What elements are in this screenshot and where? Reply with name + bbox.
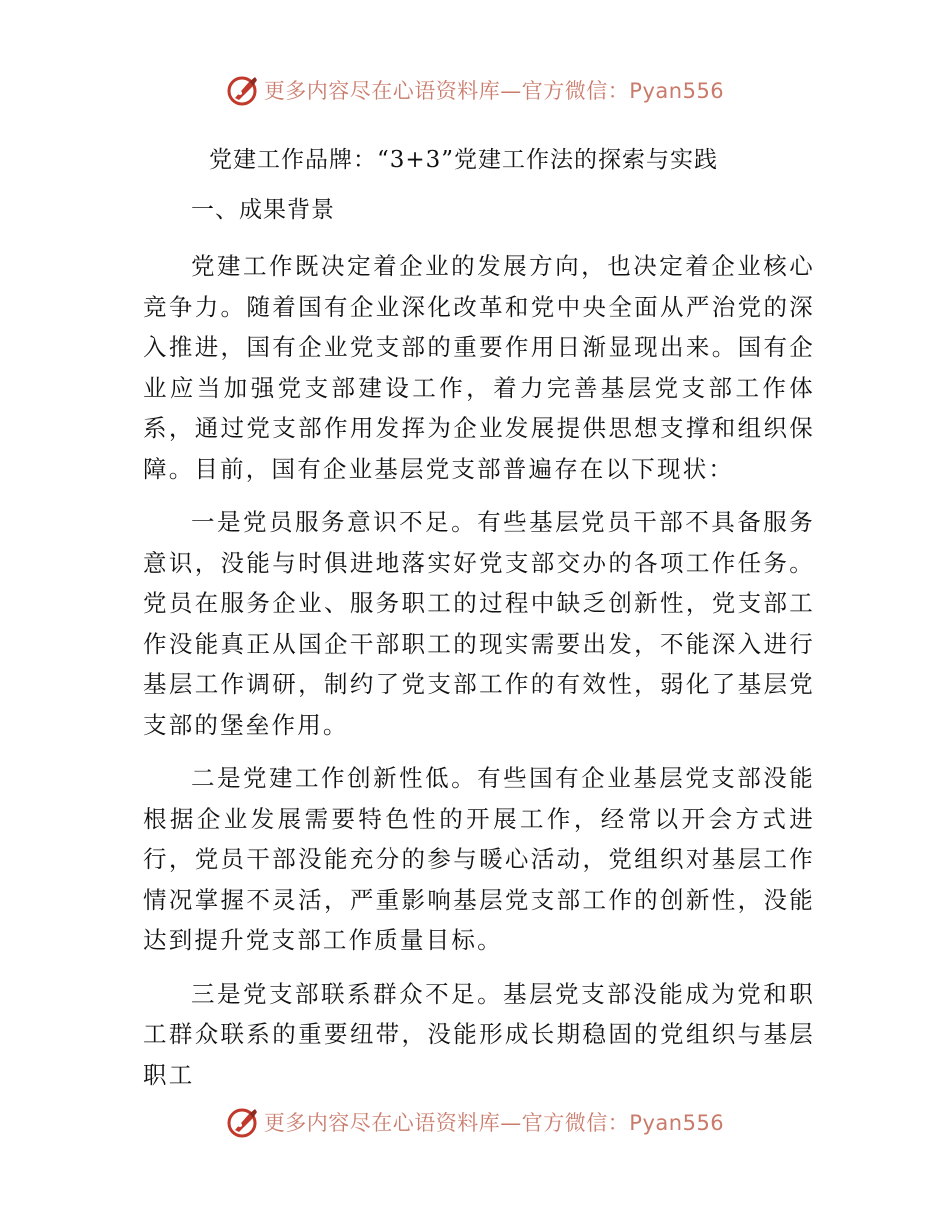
- paragraph: 二是党建工作创新性低。有些国有企业基层党支部没能根据企业发展需要特色性的开展工作，经常以开会方式进行，党员干部没能充分的参与暖心活动，党组织对基层工作情况掌握不灵活，严重影响基层党支部工作的创新性，没能达到提升党支部工作质量目标。: [143, 764, 815, 954]
- watermark-text: 更多内容尽在心语资料库—官方微信：Pyan556: [263, 1111, 725, 1135]
- watermark-banner-top: [0, 68, 950, 112]
- document-body: [143, 140, 815, 1095]
- pen-nib-logo-icon: [226, 1105, 260, 1139]
- paragraph: 党建工作既决定着企业的发展方向，也决定着企业核心竞争力。随着国有企业深化改革和党中央全面从严治党的深入推进，国有企业党支部的重要作用日渐显现出来。国有企业应当加强党支部建设工作，着力完善基层党支部工作体系，通过党支部作用发挥为企业发展提供思想支撑和组织保障。目前，国有企业基层党支部普遍存在以下现状：: [143, 252, 815, 483]
- paragraph: 三是党支部联系群众不足。基层党支部没能成为党和职工群众联系的重要纽带，没能形成长期稳固的党组织与基层职工: [143, 979, 815, 1089]
- pen-nib-logo-icon: [226, 73, 260, 107]
- document-title: 党建工作品牌：“3+3”党建工作法的探索与实践: [209, 147, 719, 173]
- section-heading: 一、成果背景: [191, 197, 335, 223]
- watermark-text: 更多内容尽在心语资料库—官方微信：Pyan556: [263, 79, 725, 103]
- watermark-banner-bottom: [0, 1100, 950, 1144]
- paragraph: 一是党员服务意识不足。有些基层党员干部不具备服务意识，没能与时俱进地落实好党支部交办的各项工作任务。党员在服务企业、服务职工的过程中缺乏创新性，党支部工作没能真正从国企干部职工的现实需要出发，不能深入进行基层工作调研，制约了党支部工作的有效性，弱化了基层党支部的堡垒作用。: [143, 508, 815, 739]
